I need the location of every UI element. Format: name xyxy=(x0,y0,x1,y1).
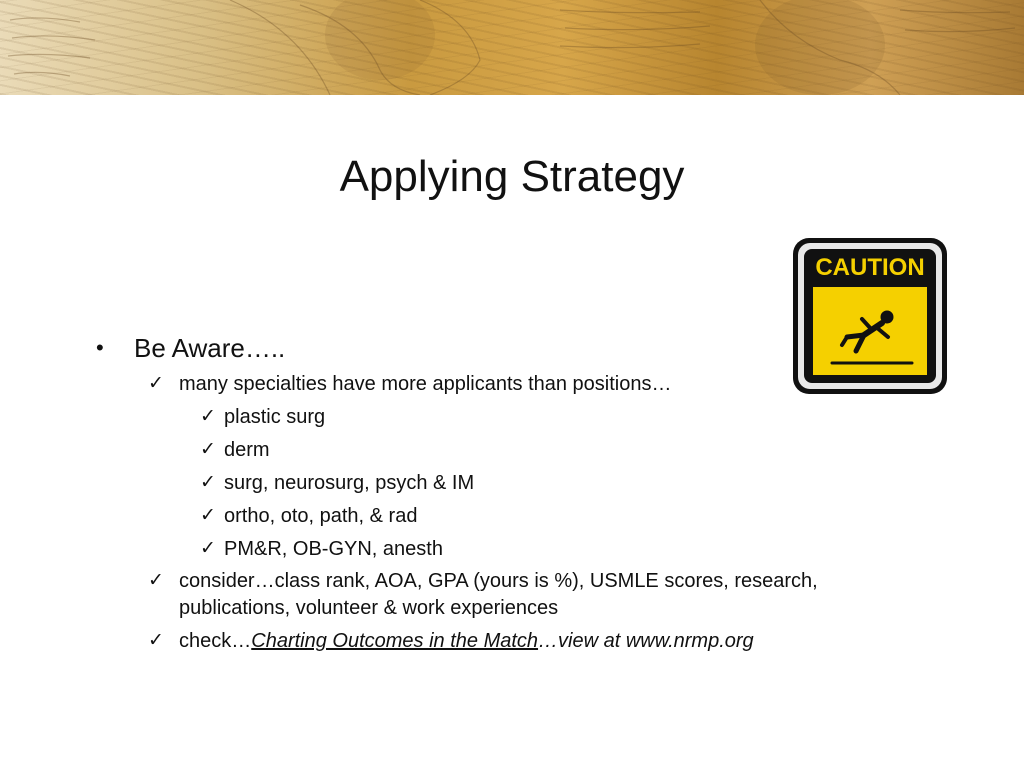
sub-list-item: ortho, oto, path, & rad xyxy=(224,505,418,527)
check-icon: ✓ xyxy=(148,372,164,394)
sub-list-item: derm xyxy=(224,439,270,461)
bullet-icon: • xyxy=(96,335,104,360)
be-aware-heading: Be Aware….. xyxy=(134,333,286,363)
sketch-banner xyxy=(0,0,1024,95)
list-item: consider…class rank, AOA, GPA (yours is %), USMLE scores, research, xyxy=(179,570,818,592)
slide-title: Applying Strategy xyxy=(339,152,685,201)
list-item: many specialties have more applicants than positions… xyxy=(179,373,672,395)
caution-sign-icon xyxy=(792,237,948,395)
sub-list-item: plastic surg xyxy=(224,406,326,428)
charting-outcomes-link[interactable]: Charting Outcomes in the Match xyxy=(251,630,539,652)
list-item-check xyxy=(179,630,754,653)
sketch-drawing-icon xyxy=(0,0,1024,95)
caution-label: CAUTION xyxy=(815,254,925,281)
check-icon: ✓ xyxy=(200,537,216,559)
caution-sign xyxy=(792,237,948,395)
nrmp-reference: …view at www.nrmp.org xyxy=(538,630,754,652)
check-icon: ✓ xyxy=(200,504,216,526)
check-prefix: check… xyxy=(179,630,252,652)
check-icon: ✓ xyxy=(148,569,164,591)
check-icon: ✓ xyxy=(148,629,164,651)
sub-list-item: surg, neurosurg, psych & IM xyxy=(224,472,475,494)
check-icon: ✓ xyxy=(200,438,216,460)
sub-list-item: PM&R, OB-GYN, anesth xyxy=(224,538,443,560)
list-item-continuation: publications, volunteer & work experiences xyxy=(179,597,559,619)
check-icon: ✓ xyxy=(200,471,216,493)
check-icon: ✓ xyxy=(200,405,216,427)
